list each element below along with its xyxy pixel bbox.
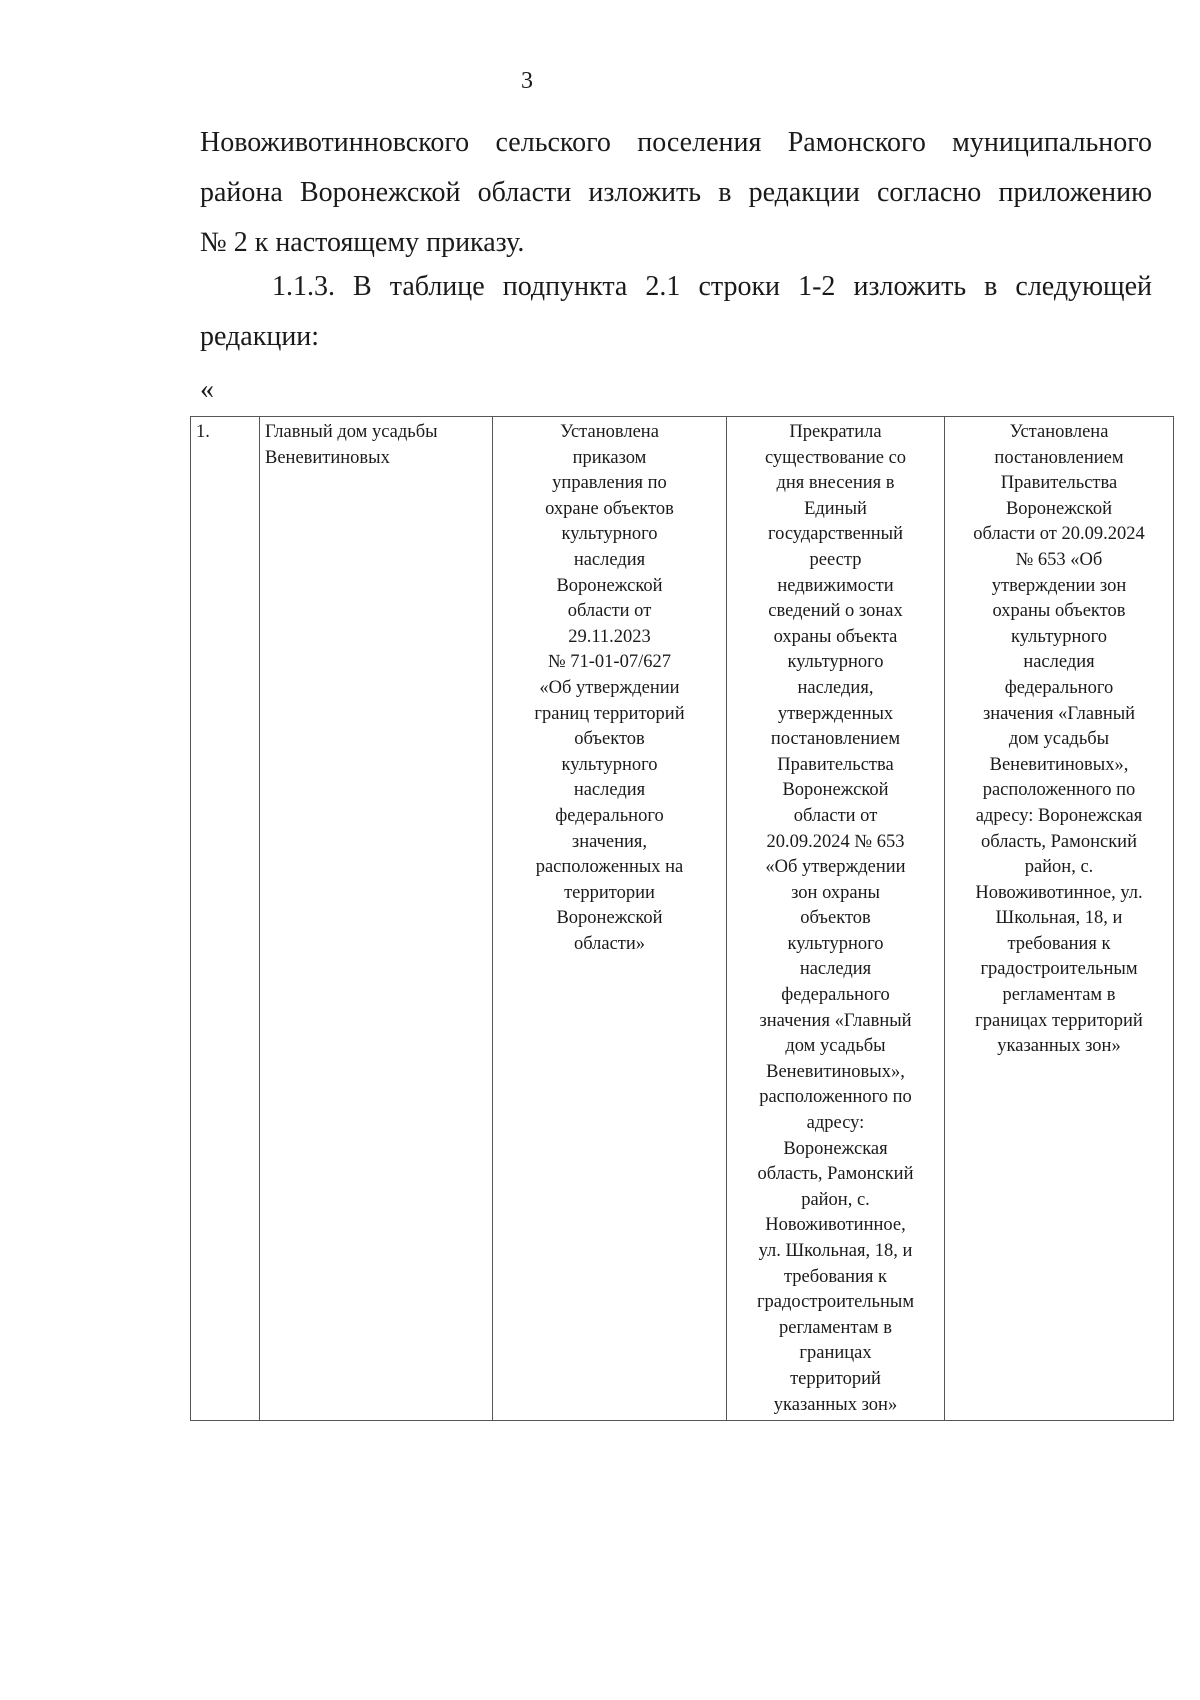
cell-text-line: Установлена [560,422,659,442]
cell-text-line: зон охраны [791,882,880,903]
cell-text-line: Воронежская [783,1138,888,1159]
cell-text-line: регламентам в [1002,985,1116,1006]
cell-text-line: сведений о зонах [768,601,903,622]
cell-text-line: культурного [787,933,884,954]
cell-text-line: Воронежской [782,780,889,801]
cell-text-line: район, с. [1024,857,1094,878]
cell-text-line: Главный дом усадьбы [265,422,438,442]
cell-text-line: культурного [561,524,658,545]
cell-text-line: «Об утверждении [539,677,680,698]
cell-text-line: Новоживотинное, [765,1215,906,1236]
cell-text-line: ул. Школьная, 18, и [758,1241,913,1261]
cell-text-line: Школьная, 18, и [995,908,1123,929]
cell-text-line: Новоживотинное, ул. [975,882,1143,903]
cell-text-line: 20.09.2024 № 653 [766,831,905,852]
paragraph-line: 1.1.3. В таблице подпункта 2.1 строки 1-2 изложить в следующей [272,271,1152,302]
table-row [191,417,1174,1421]
cell-text-line: утверждении зон [991,575,1127,596]
cell-text-line: федерального [555,805,664,826]
cell-text-line: Правительства [1000,473,1118,494]
cell-text-line: Веневитиновых», [989,754,1129,775]
cell-text-line: требования к [1007,933,1111,954]
cell-text-line: культурного [561,754,658,775]
cell-text-line: градостроительным [756,1292,915,1313]
paragraph-line: № 2 к настоящему приказу. [200,227,525,258]
cell-text-line: Воронежской [556,575,663,596]
cell-text-line: области» [573,933,646,954]
cell-text-line: область, Рамонский [981,831,1137,852]
paragraph-line: Новоживотинновского сельского поселения Рамонского муниципального [200,127,1152,158]
cell-text-line: дом усадьбы [1008,729,1110,750]
cell-text-line: дня внесения в [776,473,895,494]
cell-text-line: границ территорий [534,703,685,724]
cell-text-line: области от 20.09.2024 [973,524,1145,545]
cell-text-line: территории [564,882,655,903]
cell-text-line: область, Рамонский [757,1164,914,1185]
cell-text-line: объектов [574,729,645,750]
cell-text-line: охране объектов [545,498,674,519]
cell-text-line: требования к [783,1266,888,1287]
cell-text-line: Прекратила [789,422,882,442]
cell-text-line: территорий [790,1368,881,1389]
cell-text-line: управления по [552,473,667,494]
cell-text-line: «Об утверждении [765,857,906,878]
cell-text-line: федерального [781,985,890,1006]
cell-text-line: значения «Главный [759,1010,912,1031]
cell-text-line: Единый [804,498,867,519]
cell-text-line: реестр [809,549,862,570]
cell-text-line: области от [567,601,652,622]
cell-text-line: № 653 «Об [1015,549,1103,570]
cell-text-line: указанных зон» [773,1394,898,1415]
cell-established [493,417,727,1421]
cell-text-line: наследия, [797,677,874,698]
cell-text-line: области от [793,805,878,826]
cell-text-line: государственный [767,524,904,545]
cell-text: 1. [196,422,210,442]
cell-text-line: Правительства [777,754,894,775]
cell-text-line: Воронежской [1005,498,1113,519]
cell-text-line: расположенного по [982,780,1136,801]
paragraph-line: редакции: [200,321,320,352]
cell-text-line: наследия [799,959,872,980]
cell-text-line: расположенных на [535,857,684,878]
cell-object-name [260,417,493,1421]
cell-text-line: федерального [1004,677,1114,698]
cell-new-regime [945,417,1174,1421]
cell-text-line: объектов [800,908,871,929]
cell-row-number [191,417,260,1421]
cell-text-line: наследия [573,549,646,570]
opening-quote: « [200,374,214,405]
cell-text-line: Веневитиновых [265,447,390,468]
cell-text-line: Веневитиновых», [766,1061,905,1082]
cell-text-line: наследия [573,780,646,801]
table-body [191,417,1174,1421]
cell-text-line: границах [799,1343,872,1364]
cell-text-line: охраны объекта [773,626,898,647]
cell-text-line: Воронежской [556,908,663,929]
page-number: 3 [521,68,533,94]
cell-text-line: культурного [787,652,884,673]
cell-text-line: указанных зон» [997,1036,1121,1057]
cell-text-line: значения «Главный [982,703,1136,724]
cell-text-line: существование со [764,447,907,468]
cell-text-line: границах территорий [975,1010,1143,1031]
cell-text-line: недвижимости [777,575,894,596]
paragraph-clause-1-1-3 [200,262,1152,362]
cell-text-line: Установлена [1009,422,1109,442]
cell-text-line: № 71-01-07/627 [548,652,671,673]
cell-text-line: охраны объектов [992,601,1126,622]
cell-text-line: район, с. [801,1189,870,1210]
paragraph-line: района Воронежской области изложить в редакции согласно приложению [200,177,1152,208]
cell-text-line: приказом [572,447,647,468]
cell-text-line: расположенного по [759,1087,912,1108]
cell-text-line: постановлением [994,447,1124,468]
cell-text-line: адресу: Воронежская [975,805,1143,826]
cell-text-line: культурного [1011,626,1107,647]
cell-text-line: наследия [1023,652,1095,673]
cell-text-line: градостроительным [980,959,1138,980]
cell-text-line: значения, [571,831,648,852]
cell-text-line: утвержденных [777,703,894,724]
cell-text-line: постановлением [770,729,901,750]
paragraph-continuation [200,118,1152,268]
heritage-zones-table [190,416,1174,1421]
cell-terminated [727,417,945,1421]
cell-text-line: регламентам в [779,1317,892,1338]
cell-text-line: дом усадьбы [785,1036,886,1057]
cell-text-line: адресу: [806,1113,865,1134]
cell-text-line: 29.11.2023 [568,626,651,647]
